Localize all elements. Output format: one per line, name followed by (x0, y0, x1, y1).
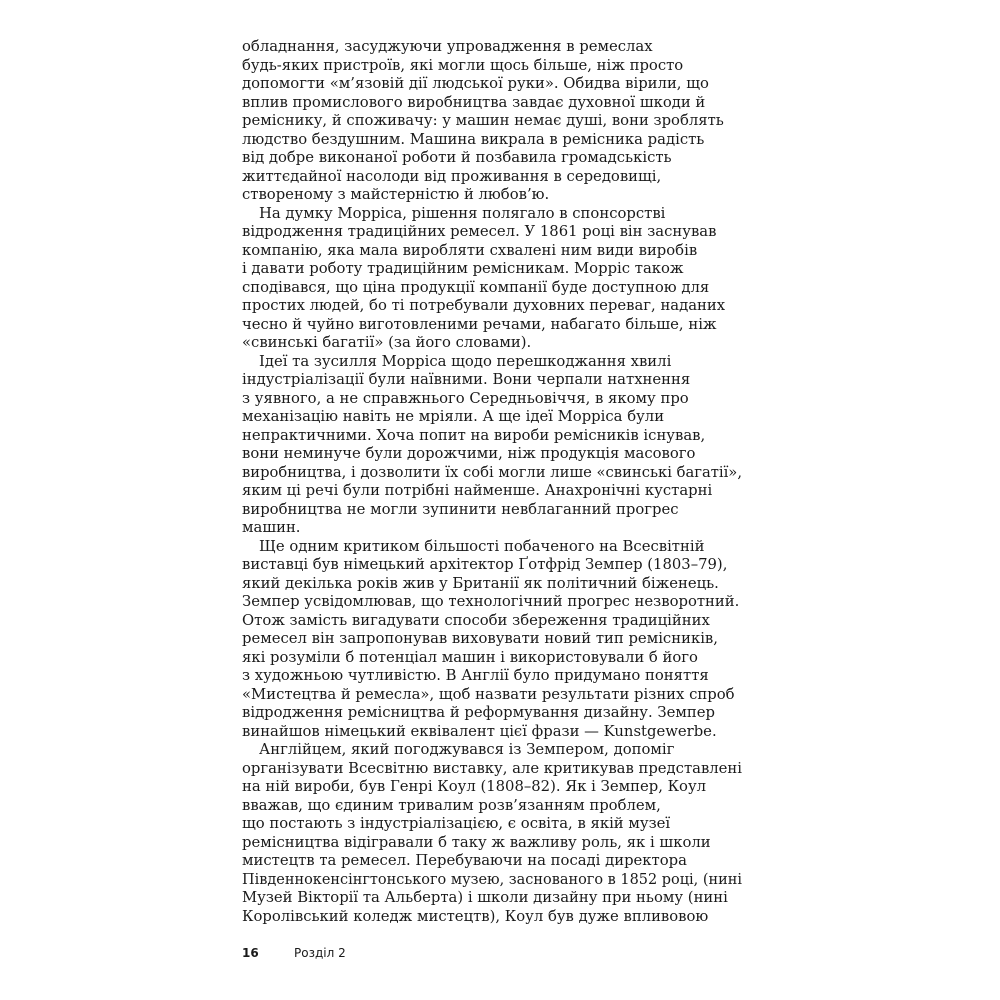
text-line: ремісництва відігравали б таку ж важливу роль, як і школи (242, 833, 711, 851)
text-line: ремесел він запропонував виховувати новий тип ремісників, (242, 630, 718, 647)
text-line: Південнокенсінгтонського музею, заснованого в 1852 році, (нині (242, 870, 743, 888)
text-line: відродження традиційних ремесел. У 1861 році він заснував (242, 223, 717, 240)
text-line: виставці був німецький архітектор Ґотфрід Земпер (1803–79), (242, 556, 728, 573)
text-line: простих людей, бо ті потребували духовних переваг, наданих (242, 297, 726, 314)
text-line: Ще одним критиком більшості побаченого на Всесвітній (259, 537, 705, 555)
text-line: сподівався, що ціна продукції компанії буде доступною для (242, 278, 710, 296)
text-line: життєдайної насолоди від проживання в середовищі, (242, 167, 662, 185)
text-line: і давати роботу традиційним ремісникам. Морріс також (242, 260, 684, 277)
text-line: чесно й чуйно виготовленими речами, набагато більше, ніж (242, 315, 717, 333)
text-line: обладнання, засуджуючи упровадження в ремеслах (242, 38, 653, 55)
text-line: винайшов німецький еквівалент цієї фрази — Kunstgewerbe. (242, 722, 717, 740)
page-number: 16 (242, 946, 259, 960)
text-line: компанію, яка мала виробляти схвалені ним види виробів (242, 241, 698, 259)
text-line: допомогти «м’язовій дії людської руки». Обидва вірили, що (242, 75, 709, 92)
text-line: Ідеї та зусилля Морріса щодо перешкоджання хвилі (259, 352, 672, 370)
text-line: індустріалізації були наївними. Вони черпали натхнення (242, 371, 691, 388)
text-line: на ній вироби, був Генрі Коул (1808–82). Як і Земпер, Коул (242, 778, 707, 795)
text-line: з художньою чутливістю. В Англії було придумано поняття (242, 667, 709, 684)
text-line: від добре виконаної роботи й позбавила громадськість (242, 149, 672, 166)
text-line: мистецтв та ремесел. Перебуваючи на посаді директора (242, 852, 687, 869)
text-line: реміснику, й споживачу: у машин немає душі, вони зроблять (242, 112, 724, 129)
text-line: які розуміли б потенціал машин і використовували б його (242, 648, 698, 666)
text-line: Англійцем, який погоджувався із Земпером, допоміг (259, 741, 675, 758)
text-line: створеному з майстерністю й любов’ю. (242, 186, 550, 203)
text-line: виробництва, і дозволити їх собі могли лише «свинські багатії», (242, 463, 743, 481)
text-line: Музей Вікторії та Альберта) і школи дизайну при ньому (нині (242, 889, 728, 906)
text-line: виробництва не могли зупинити невблаганний прогрес (242, 500, 679, 518)
text-line: Королівський коледж мистецтв), Коул був дуже впливовою (242, 907, 709, 925)
text-line: яким ці речі були потрібні найменше. Анахронічні кустарні (242, 482, 713, 499)
text-line: що постають з індустріалізацією, є освіта, в якій музеї (242, 815, 671, 832)
text-line: вплив промислового виробництва завдає духовної шкоди й (242, 93, 706, 111)
text-line: організувати Всесвітню виставку, але критикував представлені (242, 759, 742, 777)
text-line: «свинські багатії» (за його словами). (242, 334, 532, 351)
text-line: людство бездушним. Машина викрала в ремісника радість (242, 130, 705, 148)
chapter-label: Розділ 2 (294, 946, 346, 960)
text-line: Земпер усвідомлював, що технологічний прогрес незворотний. (242, 593, 740, 610)
text-line: відродження ремісництва й реформування дизайну. Земпер (242, 704, 716, 721)
text-line: вважав, що єдиним тривалим розв’язанням проблем, (242, 796, 661, 814)
text-line: вони неминуче були дорожчими, ніж продукція масового (242, 445, 696, 462)
text-line: машин. (242, 519, 301, 536)
text-line: з уявного, а не справжнього Середньовіччя, в якому про (242, 389, 689, 407)
text-line: Отож замість вигадувати способи збереження традиційних (242, 611, 710, 629)
text-line: механізацію навіть не мріяли. А ще ідеї Морріса були (242, 408, 665, 425)
text-line: непрактичними. Хоча попит на вироби ремісників існував, (242, 426, 706, 444)
text-line: «Мистецтва й ремесла», щоб назвати результати різних спроб (242, 685, 735, 703)
text-line: будь-яких пристроїв, які могли щось більше, ніж просто (242, 56, 684, 74)
text-line: який декілька років жив у Британії як політичний біженець. (242, 574, 719, 592)
text-line: На думку Морріса, рішення полягало в спонсорстві (259, 204, 666, 222)
body-text (242, 38, 742, 926)
